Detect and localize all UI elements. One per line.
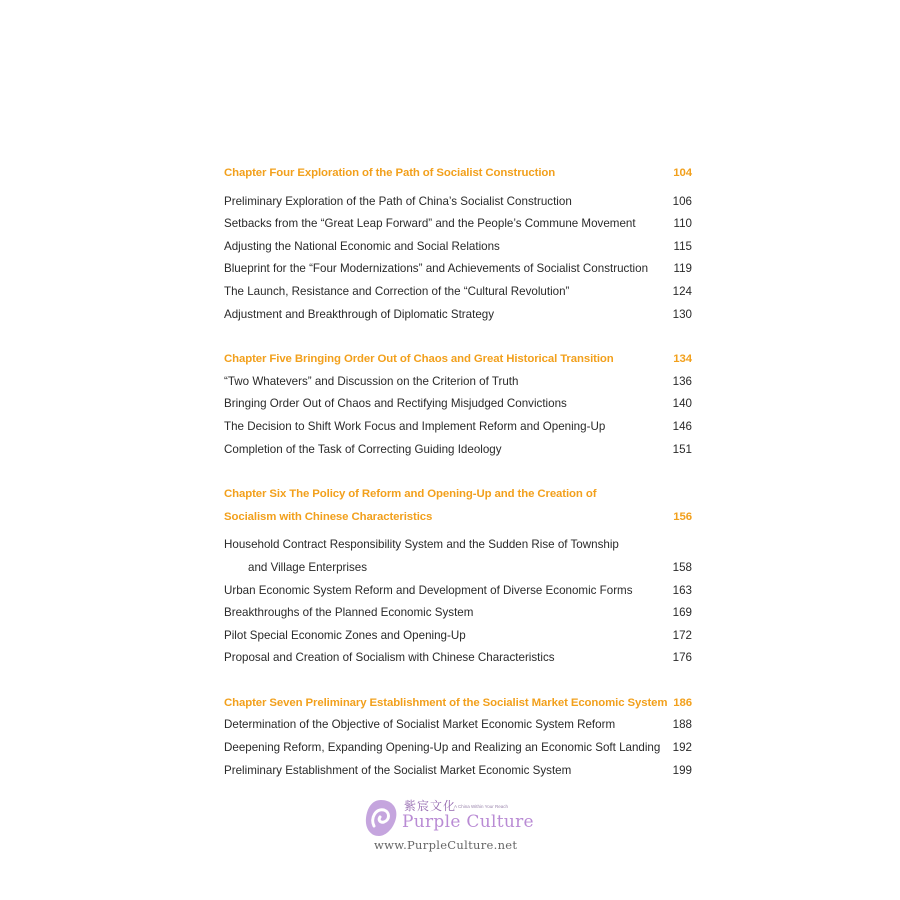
chapter-heading	[224, 506, 692, 529]
entry-title: Urban Economic System Reform and Development of Diverse Economic Forms	[224, 583, 633, 597]
page-number: 110	[673, 217, 692, 231]
entry-title: Breakthroughs of the Planned Economic System	[224, 606, 474, 620]
page-number: 199	[672, 763, 692, 777]
toc-entry	[224, 714, 692, 737]
page-number: 115	[673, 239, 692, 253]
entry-title: Bringing Order Out of Chaos and Rectifying Misjudged Convictions	[224, 397, 567, 411]
toc-entry	[224, 258, 692, 281]
watermark-url: www.PurpleCulture.net	[374, 838, 518, 852]
page-number: 158	[672, 560, 692, 574]
toc-entry	[224, 534, 692, 557]
page-number: 186	[673, 696, 692, 709]
toc-entry	[224, 760, 692, 783]
watermark-name: Purple Culture	[402, 812, 534, 832]
entry-title-line1: Household Contract Responsibility System and the Sudden Rise of Township	[224, 538, 619, 552]
chapter-title: Chapter Seven Preliminary Establishment of the Socialist Market Economic System	[224, 696, 668, 709]
page-number: 156	[673, 510, 692, 523]
chapter-title-line2: Socialism with Chinese Characteristics	[224, 510, 433, 523]
page-number: 146	[672, 419, 692, 433]
chapter-title: Chapter Four Exploration of the Path of Socialist Construction	[224, 167, 556, 179]
entry-title-line2: and Village Enterprises	[248, 560, 368, 574]
page-number: 106	[672, 194, 692, 208]
toc-entry	[224, 625, 692, 648]
toc-entry	[224, 416, 692, 439]
chapter-title-line1: Chapter Six The Policy of Reform and Opening-Up and the Creation of	[224, 488, 597, 501]
entry-title: Completion of the Task of Correcting Guiding Ideology	[224, 442, 502, 456]
purple-culture-logo-icon	[362, 796, 400, 840]
page-number: 104	[673, 167, 692, 179]
entry-title: Pilot Special Economic Zones and Opening-Up	[224, 628, 466, 642]
entry-title: The Decision to Shift Work Focus and Implement Reform and Opening-Up	[224, 419, 606, 433]
page-number: 119	[673, 262, 692, 276]
watermark	[362, 794, 552, 858]
watermark-tagline: A China Within Your Reach	[454, 804, 509, 809]
toc-entry	[224, 236, 692, 259]
entry-title: Preliminary Exploration of the Path of China’s Socialist Construction	[224, 194, 572, 208]
chapter-heading	[224, 348, 692, 371]
toc-entry	[224, 371, 692, 394]
watermark-chinese: 紫宸文化	[404, 799, 457, 813]
page-number: 188	[672, 718, 692, 732]
toc-entry	[224, 281, 692, 304]
entry-title: “Two Whatevers” and Discussion on the Criterion of Truth	[224, 374, 519, 388]
entry-title: Setbacks from the “Great Leap Forward” and the People’s Commune Movement	[224, 217, 636, 231]
page-number: 176	[672, 651, 692, 665]
page-number: 124	[672, 284, 692, 298]
chapter-heading	[224, 162, 692, 185]
entry-title: Deepening Reform, Expanding Opening-Up and Realizing an Economic Soft Landing	[224, 741, 661, 755]
entry-title: The Launch, Resistance and Correction of the “Cultural Revolution”	[224, 284, 570, 298]
page-number: 151	[672, 442, 692, 456]
chapter-title: Chapter Five Bringing Order Out of Chaos and Great Historical Transition	[224, 353, 614, 366]
page-number: 140	[672, 397, 692, 411]
entry-title: Adjustment and Breakthrough of Diplomatic Strategy	[224, 307, 495, 321]
entry-title: Determination of the Objective of Socialist Market Economic System Reform	[224, 718, 616, 732]
page-number: 163	[672, 583, 692, 597]
toc-entry	[224, 191, 692, 214]
toc-entry	[224, 602, 692, 625]
page-number: 134	[673, 353, 692, 366]
page-number: 130	[672, 307, 692, 321]
chapter-heading	[224, 483, 692, 506]
toc-entry	[224, 647, 692, 670]
entry-title: Blueprint for the “Four Modernizations” and Achievements of Socialist Construction	[224, 262, 649, 276]
toc-entry	[224, 213, 692, 236]
table-of-contents	[224, 162, 692, 782]
entry-title: Adjusting the National Economic and Social Relations	[224, 239, 500, 253]
page-number: 172	[672, 628, 692, 642]
toc-entry	[224, 737, 692, 760]
entry-title: Proposal and Creation of Socialism with Chinese Characteristics	[224, 651, 555, 665]
toc-entry	[224, 580, 692, 603]
page-number: 192	[672, 741, 692, 755]
toc-entry	[224, 439, 692, 462]
chapter-heading	[224, 692, 692, 715]
page-number: 169	[672, 606, 692, 620]
toc-entry	[224, 393, 692, 416]
toc-entry	[224, 304, 692, 327]
page-number: 136	[672, 374, 692, 388]
toc-entry	[224, 557, 692, 580]
entry-title: Preliminary Establishment of the Socialist Market Economic System	[224, 763, 572, 777]
